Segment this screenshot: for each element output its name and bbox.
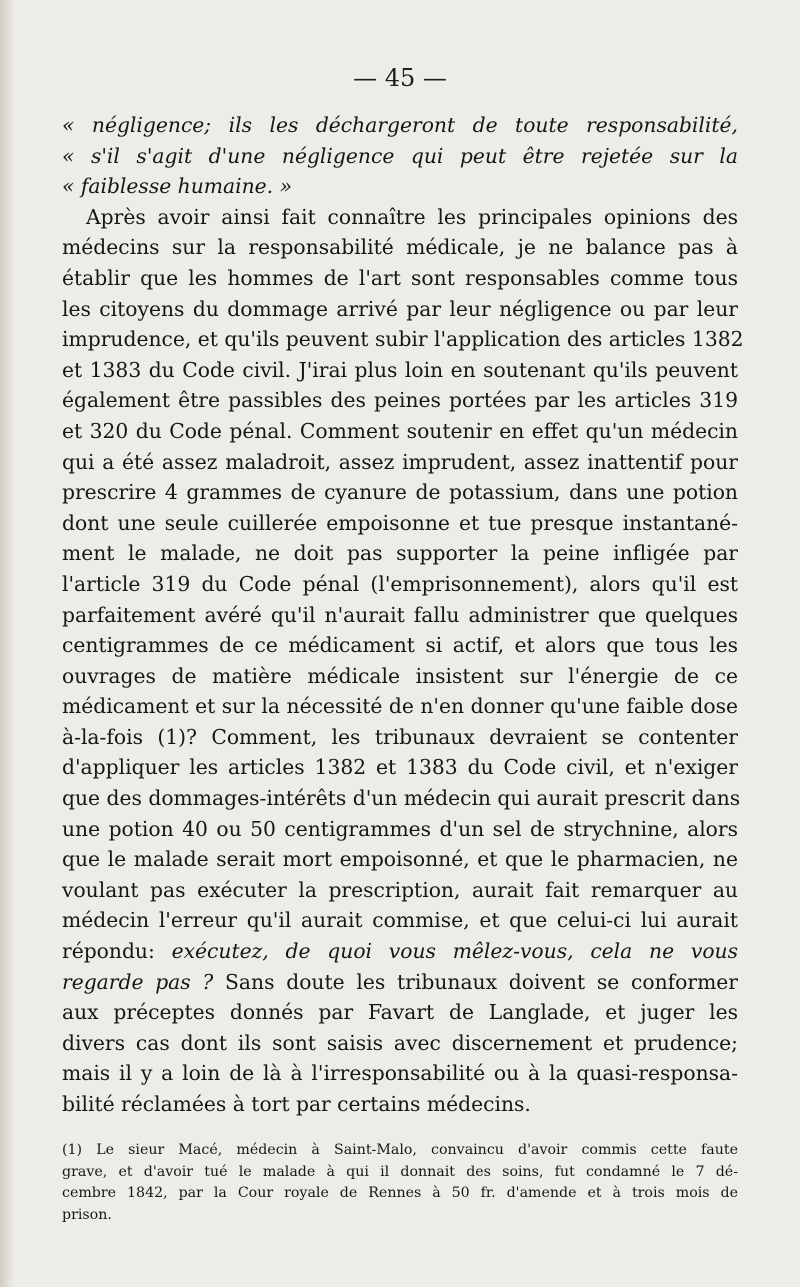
text-line: voulant pas exécuter la prescription, aurait fait remarquer au — [62, 877, 738, 902]
text-line — [62, 936, 738, 967]
text-line: ment le malade, ne doit pas supporter la peine infligée par — [62, 541, 738, 566]
text-line: parfaitement avéré qu'il n'aurait fallu administrer que quelques — [62, 602, 738, 627]
text-line: d'appliquer les articles 1382 et 1383 du Code civil, et n'exiger — [62, 755, 738, 780]
text-line: que des dommages-intérêts d'un médecin qui aurait prescrit dans — [62, 786, 741, 811]
text-run: répondu: — [62, 939, 172, 964]
text-line: « négligence; ils les déchargeront de toute responsabilité, — [62, 113, 738, 137]
body-text — [62, 110, 744, 1120]
footnote-line: (1) Le sieur Macé, médecin à Saint-Malo, convaincu d'avoir commis cette faute — [62, 1142, 738, 1158]
text-line: ouvrages de matière médicale insistent sur l'énergie de ce — [62, 663, 738, 688]
footnote-line: cembre 1842, par la Cour royale de Rennes à 50 fr. d'amende et à trois mois de — [62, 1185, 738, 1202]
text-line: une potion 40 ou 50 centigrammes d'un sel de strychnine, alors — [62, 816, 738, 841]
footnote-line: prison. — [62, 1206, 112, 1223]
text-line: prescrire 4 grammes de cyanure de potassium, dans une potion — [62, 480, 738, 505]
text-line: qui a été assez maladroit, assez imprudent, assez inattentif pour — [62, 449, 738, 474]
text-line: « faiblesse humaine. » — [62, 174, 292, 199]
text-line: et 1383 du Code civil. J'irai plus loin en soutenant qu'ils peuvent — [62, 357, 738, 382]
text-line: à-la-fois (1)? Comment, les tribunaux devraient se contenter — [62, 724, 738, 749]
footnote — [62, 1140, 738, 1226]
text-line — [62, 967, 738, 998]
text-line: également être passibles des peines portées par les articles 319 — [62, 388, 738, 413]
text-line: imprudence, et qu'ils peuvent subir l'application des articles 1382 — [62, 327, 744, 352]
text-line: bilité réclamées à tort par certains médecins. — [62, 1092, 531, 1116]
italic-run: regarde pas ? — [62, 969, 214, 994]
text-line: centigrammes de ce médicament si actif, et alors que tous les — [62, 633, 738, 658]
text-line: médecins sur la responsabilité médicale, je ne balance pas à — [62, 235, 738, 260]
text-line: dont une seule cuillerée empoisonne et tue presque instantané- — [62, 510, 738, 535]
italic-run: exécutez, de quoi vous mêlez-vous, cela ne vous — [171, 939, 738, 964]
text-line: les citoyens du dommage arrivé par leur négligence ou par leur — [62, 296, 738, 321]
text-line: médecin l'erreur qu'il aurait commise, et que celui-ci lui aurait — [62, 908, 738, 933]
text-line: aux préceptes donnés par Favart de Langlade, et juger les — [62, 1000, 738, 1025]
text-line: établir que les hommes de l'art sont responsables comme tous — [62, 265, 738, 290]
text-line: et 320 du Code pénal. Comment soutenir en effet qu'un médecin — [62, 418, 738, 443]
text-line: médicament et sur la nécessité de n'en donner qu'une faible dose — [62, 694, 738, 719]
text-line: « s'il s'agit d'une négligence qui peut être rejetée sur la — [62, 143, 738, 168]
text-line: divers cas dont ils sont saisis avec discernement et prudence; — [62, 1030, 738, 1055]
footnote-line: grave, et d'avoir tué le malade à qui il donnait des soins, fut condamné le 7 dé- — [62, 1163, 738, 1180]
text-run: Sans doute les tribunaux doivent se conformer — [213, 969, 739, 994]
binding-shadow — [0, 0, 14, 1287]
text-line: Après avoir ainsi fait connaître les principales opinions des — [86, 204, 738, 229]
page-number: — 45 — — [353, 64, 447, 92]
text-line: l'article 319 du Code pénal (l'emprisonnement), alors qu'il est — [62, 571, 738, 596]
text-line: que le malade serait mort empoisonné, et que le pharmacien, ne — [62, 847, 738, 872]
text-line: mais il y a loin de là à l'irresponsabilité ou à la quasi-responsa- — [62, 1061, 738, 1086]
